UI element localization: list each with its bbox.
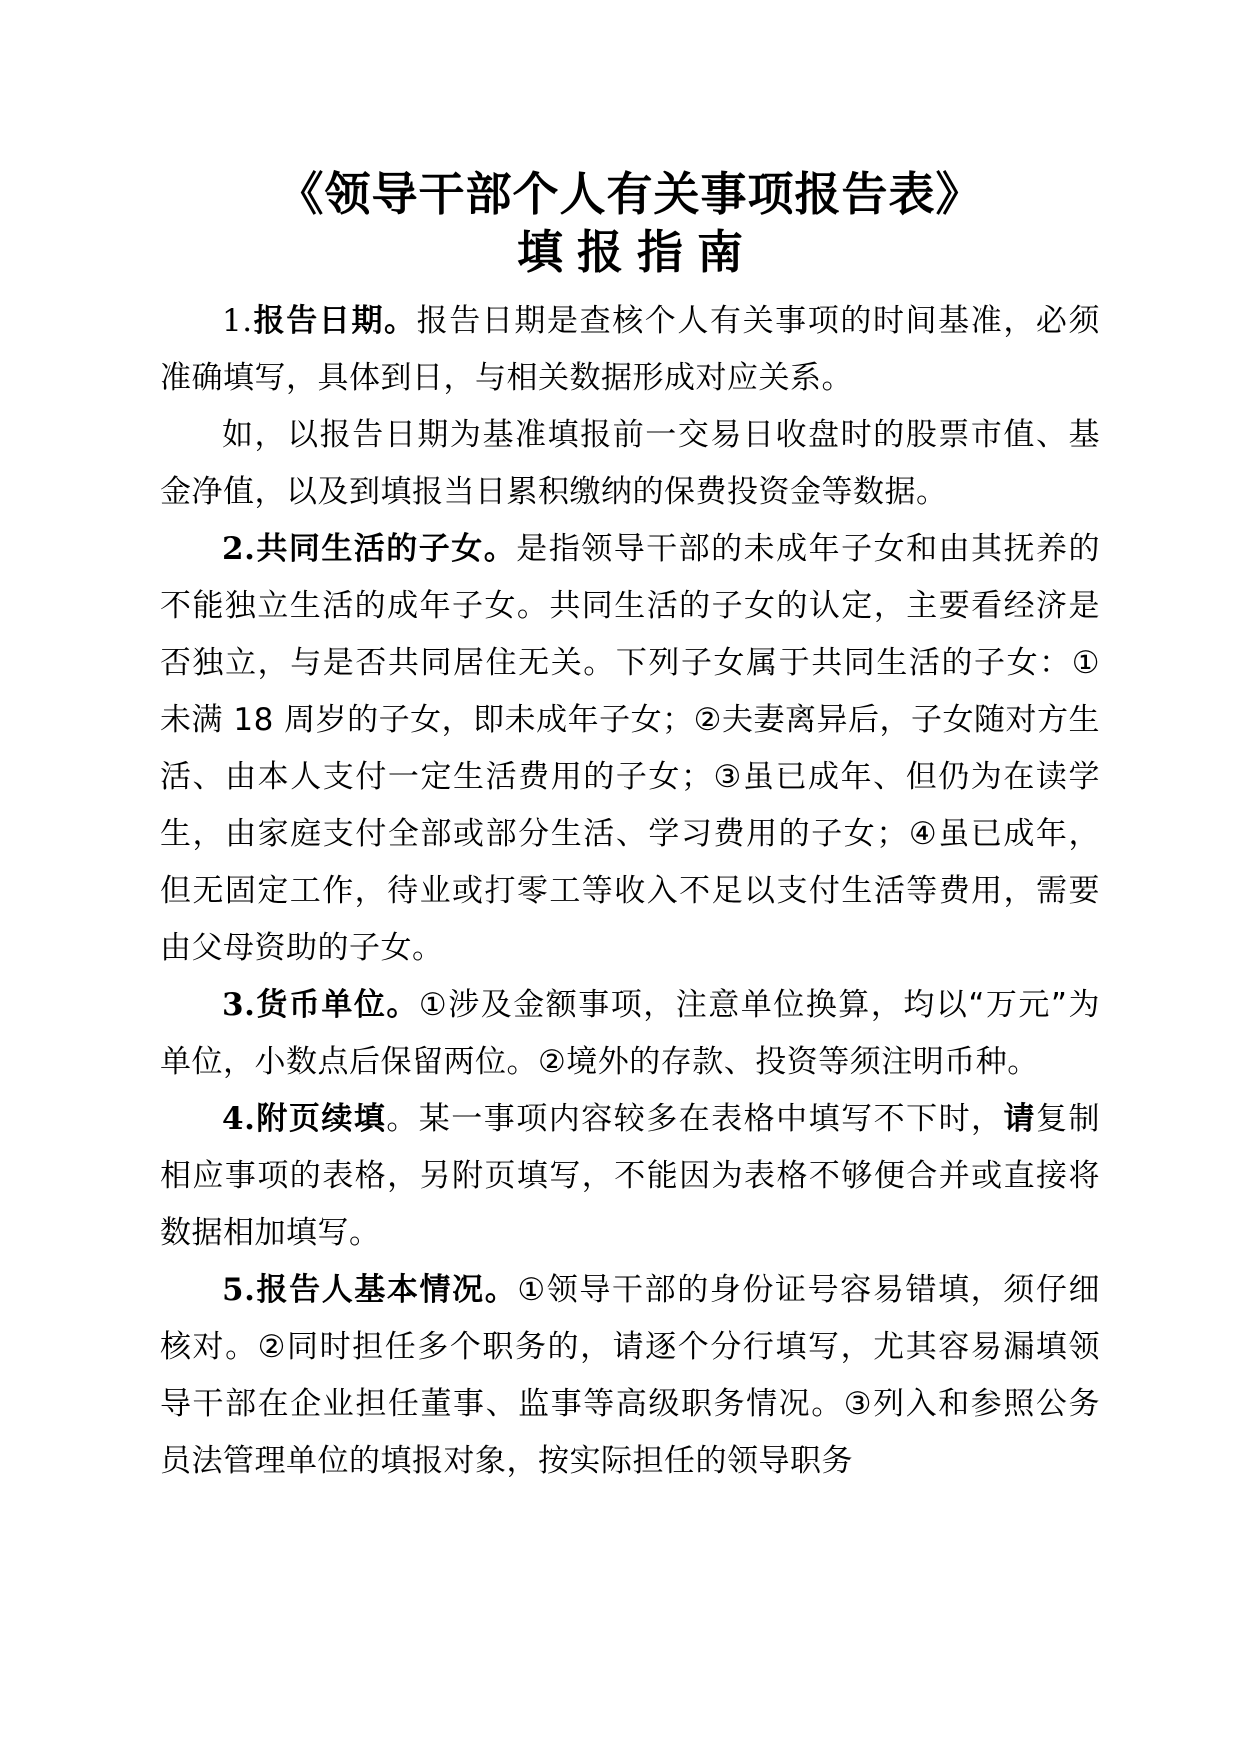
section-heading: 报告日期。 bbox=[252, 303, 417, 339]
section-number: 2. bbox=[222, 531, 256, 567]
section-heading: 报告人基本情况。 bbox=[255, 1272, 518, 1308]
section-emphasis: 请 bbox=[1003, 1101, 1037, 1137]
section-body: 复制相应事项的表格，另附页填写，不能因为表格不够便合并或直接将数据相加填写。 bbox=[160, 1101, 1101, 1251]
section-body: 报告日期是查核个人有关事项的时间基准，必须准确填写，具体到日，与相关数据形成对应关系。 bbox=[160, 303, 1101, 396]
document-page bbox=[160, 165, 1100, 1490]
section-number: 5. bbox=[222, 1272, 256, 1308]
section-reporter-basics bbox=[160, 1262, 1100, 1490]
section-body-before: 。某一事项内容较多在表格中填写不下时， bbox=[386, 1101, 1004, 1137]
section-body: ①领导干部的身份证号容易错填，须仔细核对。②同时担任多个职务的，请逐个分行填写，尤其容易漏填领导干部在企业担任董事、监事等高级职务情况。③列入和参照公务员法管理单位的填报对象，按实际担任的领导职务 bbox=[160, 1272, 1100, 1479]
document-title: 《领导干部个人有关事项报告表》 bbox=[277, 167, 983, 221]
section-cohabiting-children bbox=[160, 521, 1100, 977]
section-number: 4. bbox=[222, 1101, 256, 1137]
section-report-date bbox=[160, 293, 1100, 407]
section-attachment-pages bbox=[160, 1091, 1100, 1262]
section-body: 是指领导干部的未成年子女和由其抚养的不能独立生活的成年子女。共同生活的子女的认定，主要看经济是否独立，与是否共同居住无关。下列子女属于共同生活的子女：①未满 18 周岁的子女，即未成年子女；②夫妻离异后，子女随对方生活、由本人支付一定生活费用的子女；③虽已成年、但仍为在读学生，由家庭支付全部或部分生活、学习费用的子女；④虽已成年，但无固定工作，待业或打零工等收入不足以支付生活等费用，需要由父母资助的子女。 bbox=[160, 531, 1101, 966]
section-heading: 货币单位。 bbox=[255, 987, 419, 1023]
section-heading: 共同生活的子女。 bbox=[255, 531, 517, 567]
section-body: 如，以报告日期为基准填报前一交易日收盘时的股票市值、基金净值，以及到填报当日累积缴纳的保费投资金等数据。 bbox=[160, 417, 1100, 510]
section-number: 3. bbox=[222, 987, 256, 1023]
section-body: ①涉及金额事项，注意单位换算，均以“万元”为单位，小数点后保留两位。②境外的存款、投资等须注明币种。 bbox=[160, 987, 1100, 1080]
section-currency-unit bbox=[160, 977, 1100, 1091]
section-report-date-example bbox=[160, 407, 1100, 521]
section-heading: 附页续填 bbox=[255, 1101, 387, 1137]
document-subtitle: 填报指南 bbox=[517, 225, 757, 279]
section-number: 1. bbox=[222, 303, 253, 339]
